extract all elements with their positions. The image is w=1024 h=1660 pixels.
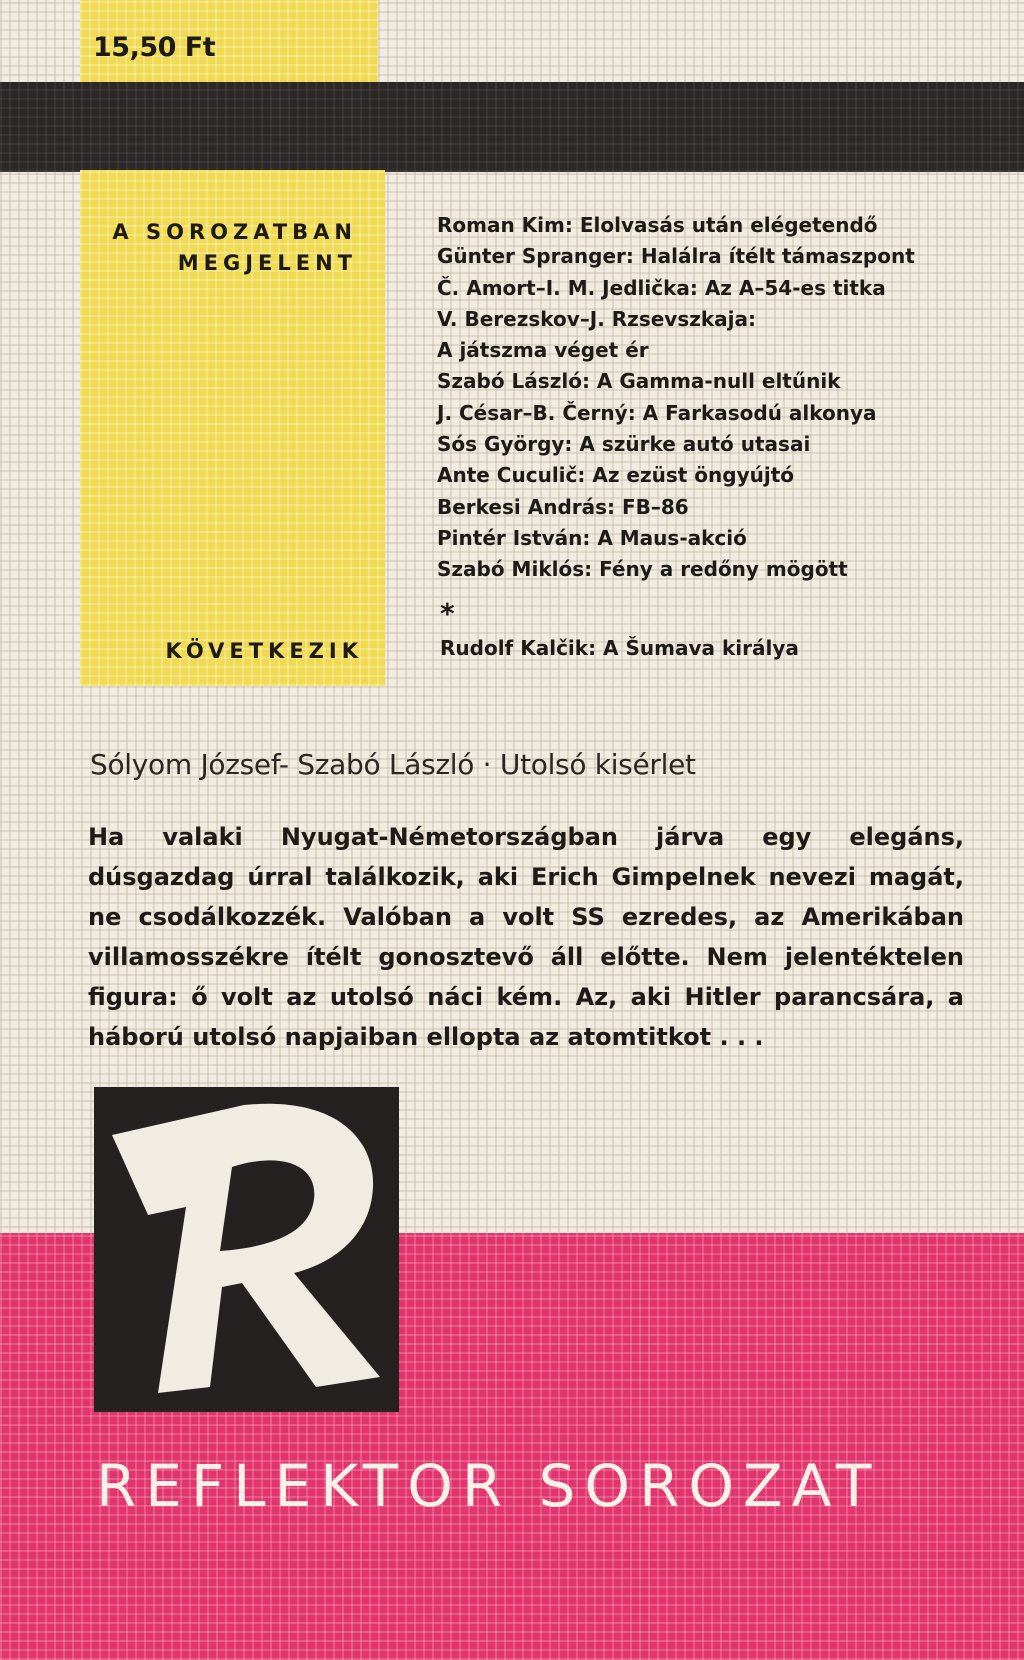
price-label: 15,50 Ft	[93, 32, 216, 63]
title-list-item: Ante Cuculič: Az ezüst öngyújtó	[437, 463, 795, 488]
published-titles-list	[437, 210, 915, 586]
title-list-item: V. Berezskov–J. Rzsevszkaja:	[437, 306, 757, 331]
title-list-item: Berkesi András: FB–86	[437, 494, 689, 519]
title-list-item: A játszma véget ér	[437, 338, 649, 363]
book-title: Sólyom József- Szabó László · Utolsó kisérlet	[90, 748, 696, 781]
title-list-item: Pintér István: A Maus-akció	[437, 525, 747, 550]
title-list-item: Szabó Miklós: Fény a redőny mögött	[437, 557, 848, 582]
series-name: REFLEKTOR SOROZAT	[96, 1452, 881, 1520]
title-list-item: J. César–B. Černý: A Farkasodú alkonya	[437, 400, 877, 425]
upcoming-title: Rudolf Kalčik: A Šumava királya	[440, 636, 799, 660]
reflektor-r-logo-icon	[94, 1087, 399, 1412]
blurb-text: Ha valaki Nyugat-Németországban járva egy elegáns, dúsgazdag úrral találkozik, aki Erich Gimpelnek nevezi magát, ne csodálkozzék. Valóban a volt SS ezredes, az Amerikában villamosszékre ítélt gonosztevő áll előtte. Nem jelentéktelen figura: ő volt az utolsó náci kém. Az, aki Hitler parancsára, a háború utolsó napjaiban ellopta az atomtitkot . . .	[88, 823, 964, 1051]
title-list-item: Sós György: A szürke autó utasai	[437, 432, 811, 457]
upcoming-section-label: KÖVETKEZIK	[165, 639, 363, 663]
title-list-item: Roman Kim: Elolvasás után elégetendő	[437, 213, 878, 237]
title-list-item: Szabó László: A Gamma-null eltűnik	[437, 369, 841, 394]
title-list-item: Č. Amort–I. M. Jedlička: Az A–54-es titka	[437, 275, 886, 300]
separator-asterisk: *	[440, 597, 455, 630]
title-list-item: Günter Spranger: Halálra ítélt támaszpont	[437, 244, 915, 269]
black-stripe	[0, 82, 1024, 172]
published-section-label: A SOROZATBAN MEGJELENT	[112, 220, 357, 275]
